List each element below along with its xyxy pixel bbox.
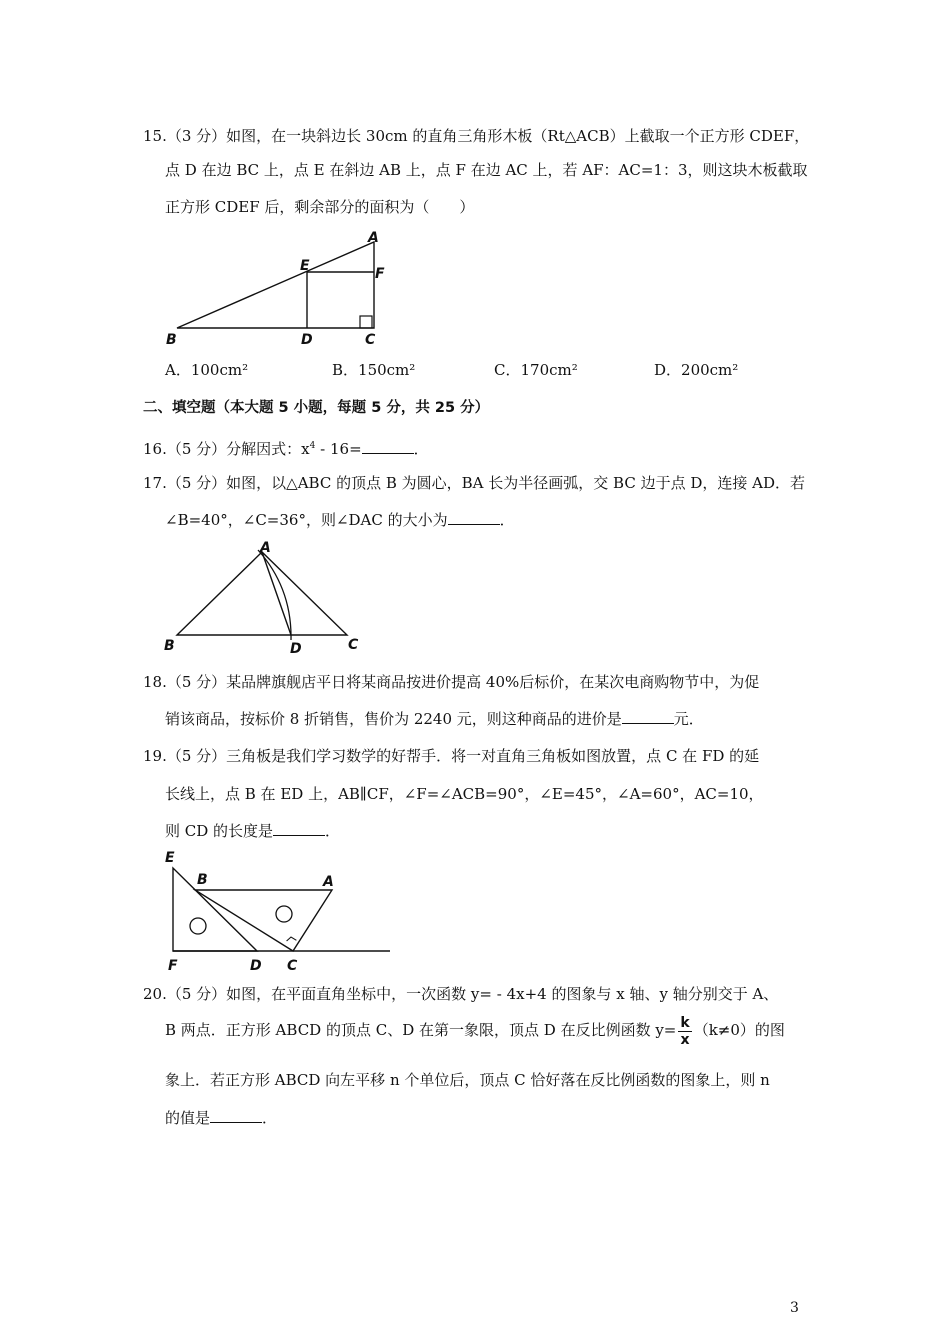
segment-ad bbox=[262, 552, 291, 635]
label-E: E bbox=[300, 258, 310, 274]
q19-end: ． bbox=[325, 822, 341, 840]
q15-option-c: C．170cm² bbox=[494, 361, 578, 379]
q16-line bbox=[143, 436, 429, 459]
q19-answer-blank bbox=[273, 821, 325, 836]
label-B: B bbox=[166, 332, 177, 348]
q15-figure bbox=[160, 228, 400, 350]
q20-line-2-text-a: B 两点．正方形 ABCD 的顶点 C、D 在第一象限，顶点 D 在反比例函数 y= bbox=[165, 1021, 677, 1039]
q18-line-2 bbox=[165, 709, 704, 729]
right-angle-mark bbox=[360, 316, 372, 328]
triangle-efd bbox=[173, 868, 257, 951]
page-number: 3 bbox=[790, 1300, 799, 1316]
q17-line-1: 17.（5 分）如图，以△ABC 的顶点 B 为圆心，BA 长为半径画弧，交 BC 边于点 D，连接 AD．若 bbox=[143, 474, 806, 492]
q18-line-2-text: 销该商品，按标价 8 折销售，售价为 2240 元，则这种商品的进价是 bbox=[165, 710, 622, 728]
q17-answer-blank bbox=[448, 510, 500, 525]
q17-end: ． bbox=[499, 511, 515, 529]
q17-line-2 bbox=[165, 510, 515, 530]
label-A: A bbox=[323, 874, 334, 890]
label-A: A bbox=[260, 540, 271, 556]
q16-suffix: - 16= bbox=[315, 440, 362, 458]
q20-line-3: 象上．若正方形 ABCD 向左平移 n 个单位后，顶点 C 恰好落在反比例函数的图象上，则 n bbox=[165, 1071, 770, 1089]
label-F: F bbox=[375, 266, 385, 282]
q16-prefix: 16.（5 分）分解因式：x bbox=[143, 440, 310, 458]
label-A: A bbox=[368, 230, 379, 246]
square-cdef bbox=[307, 272, 374, 328]
circle-hole-right bbox=[276, 906, 292, 922]
fraction-denominator: x bbox=[680, 1031, 690, 1048]
q18-end: 元． bbox=[673, 710, 704, 728]
q18-answer-blank bbox=[622, 709, 674, 724]
label-B: B bbox=[197, 872, 208, 888]
fraction-numerator: k bbox=[680, 1014, 690, 1031]
label-F: F bbox=[168, 958, 178, 974]
q16-answer-blank bbox=[362, 439, 414, 454]
q20-answer-blank bbox=[210, 1108, 262, 1123]
q15-line-3: 正方形 CDEF 后，剩余部分的面积为（ ） bbox=[165, 198, 475, 216]
q20-line-4-text: 的值是 bbox=[165, 1109, 211, 1127]
label-C: C bbox=[348, 637, 359, 653]
triangle-acb bbox=[177, 242, 374, 328]
q16-end: ． bbox=[413, 440, 429, 458]
q20-line-1: 20.（5 分）如图，在平面直角坐标中，一次函数 y= - 4x+4 的图象与 x 轴、y 轴分别交于 A、 bbox=[143, 985, 779, 1003]
q19-line-3 bbox=[165, 821, 340, 841]
q19-line-2: 长线上，点 B 在 ED 上，AB∥CF，∠F=∠ACB=90°，∠E=45°，∠A=60°，AC=10， bbox=[165, 785, 764, 803]
label-E: E bbox=[165, 850, 175, 866]
circle-hole-left bbox=[190, 918, 206, 934]
q20-line-2-text-b: （k≠0）的图 bbox=[693, 1021, 785, 1039]
label-C: C bbox=[287, 958, 298, 974]
q16-exponent: 4 bbox=[309, 441, 316, 451]
q18-line-1: 18.（5 分）某品牌旗舰店平日将某商品按进价提高 40%后标价，在某次电商购物节中，为促 bbox=[143, 673, 760, 691]
label-D: D bbox=[250, 958, 262, 974]
right-angle-mark bbox=[287, 937, 297, 941]
q20-line-2 bbox=[165, 1012, 785, 1048]
label-D: D bbox=[301, 332, 313, 348]
q15-line-1: 15.（3 分）如图，在一块斜边长 30cm 的直角三角形木板（Rt△ACB）上截取一个正方形 CDEF， bbox=[143, 127, 810, 145]
label-D: D bbox=[290, 641, 302, 657]
q15-option-a: A．100cm² bbox=[165, 361, 249, 379]
q15-option-d: D．200cm² bbox=[654, 361, 739, 379]
section-title: 二、填空题（本大题 5 小题，每题 5 分，共 25 分） bbox=[143, 400, 490, 416]
q15-option-b: B．150cm² bbox=[332, 361, 416, 379]
q20-line-4 bbox=[165, 1108, 277, 1128]
q19-line-1: 19.（5 分）三角板是我们学习数学的好帮手．将一对直角三角板如图放置，点 C 在 FD 的延 bbox=[143, 747, 760, 765]
q19-figure bbox=[160, 846, 395, 976]
triangle-bac bbox=[195, 890, 332, 951]
fraction-k-over-x bbox=[678, 1015, 691, 1048]
q20-end: ． bbox=[262, 1109, 278, 1127]
label-C: C bbox=[365, 332, 376, 348]
q19-line-3-text: 则 CD 的长度是 bbox=[165, 822, 274, 840]
q15-line-2: 点 D 在边 BC 上，点 E 在斜边 AB 上，点 F 在边 AC 上，若 AF：AC=1：3，则这块木板截取 bbox=[165, 161, 808, 179]
q17-line-2-text: ∠B=40°，∠C=36°，则∠DAC 的大小为 bbox=[165, 511, 448, 529]
triangle-abc bbox=[177, 552, 347, 635]
q17-figure bbox=[160, 538, 370, 658]
label-B: B bbox=[164, 638, 175, 654]
